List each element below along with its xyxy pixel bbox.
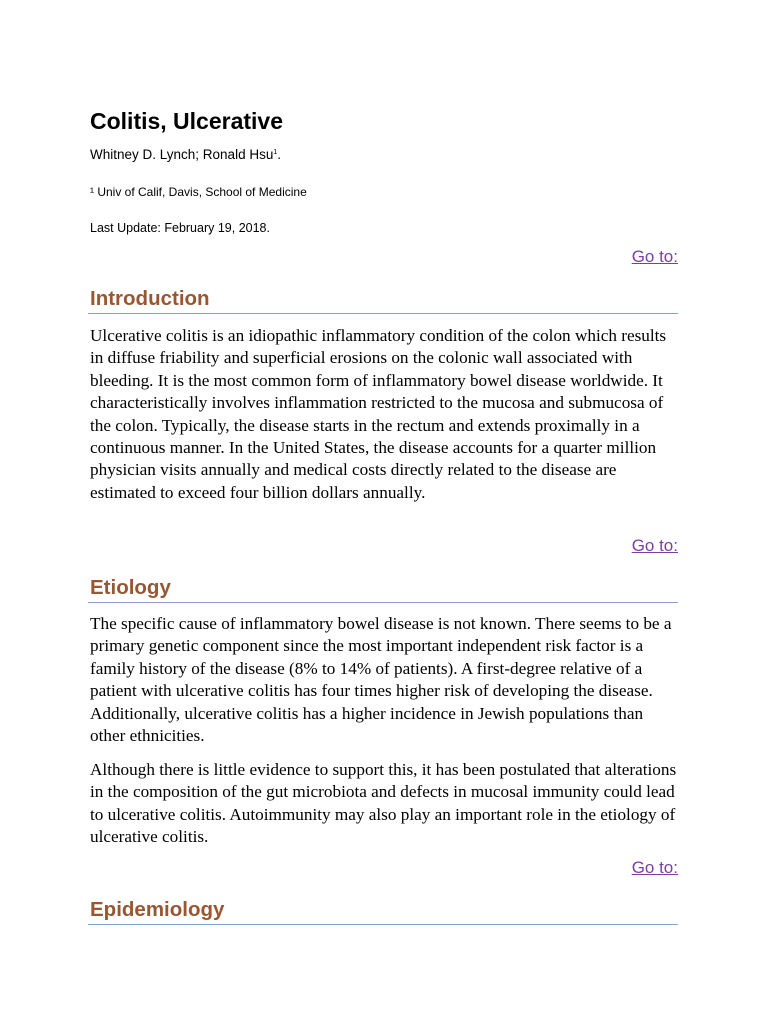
section-heading-epidemiology: Epidemiology xyxy=(88,898,678,925)
authors-names: Whitney D. Lynch; Ronald Hsu xyxy=(90,147,274,162)
goto-link-introduction[interactable]: Go to: xyxy=(631,247,678,266)
etiology-paragraph-2: Although there is little evidence to support this, it has been postulated that alterations in the composition of the gut microbiota and defects in mucosal immunity could lead to ulcerative colitis. Autoimmunity may also play an important role in the etiology of ulcerative colitis. xyxy=(90,760,677,847)
last-update: Last Update: February 19, 2018. xyxy=(90,221,270,235)
etiology-paragraph-1: The specific cause of inflammatory bowel disease is not known. There seems to be a primary genetic component since the most important independent risk factor is a family history of the disease (8% to 14% of patients). A first-degree relative of a patient with ulcerative colitis has four times higher risk of developing the disease. Additionally, ulcerative colitis has a higher incidence in Jewish populations than other ethnicities. xyxy=(90,614,672,746)
author-affiliation-marker: 1 xyxy=(273,149,278,156)
section-heading-etiology: Etiology xyxy=(88,576,678,603)
goto-link-epidemiology[interactable]: Go to: xyxy=(631,858,678,877)
introduction-paragraph: Ulcerative colitis is an idiopathic inflammatory condition of the colon which results in diffuse friability and superficial erosions on the colonic wall associated with bleeding. It is the most common form of inflammatory bowel disease worldwide. It characteristically involves inflammation restricted to the mucosa and submucosa of the colon. Typically, the disease starts in the rectum and extends proximally in a continuous manner. In the United States, the disease accounts for a quarter million physician visits annually and medical costs directly related to the disease are estimated to exceed four billion dollars annually. xyxy=(90,326,667,502)
affiliation: ¹ Univ of Calif, Davis, School of Medicine xyxy=(90,185,307,199)
author-line xyxy=(90,147,281,162)
section-heading-introduction: Introduction xyxy=(88,287,678,314)
authors-end: . xyxy=(277,147,282,162)
page-title: Colitis, Ulcerative xyxy=(90,108,284,134)
goto-link-etiology[interactable]: Go to: xyxy=(631,536,678,555)
